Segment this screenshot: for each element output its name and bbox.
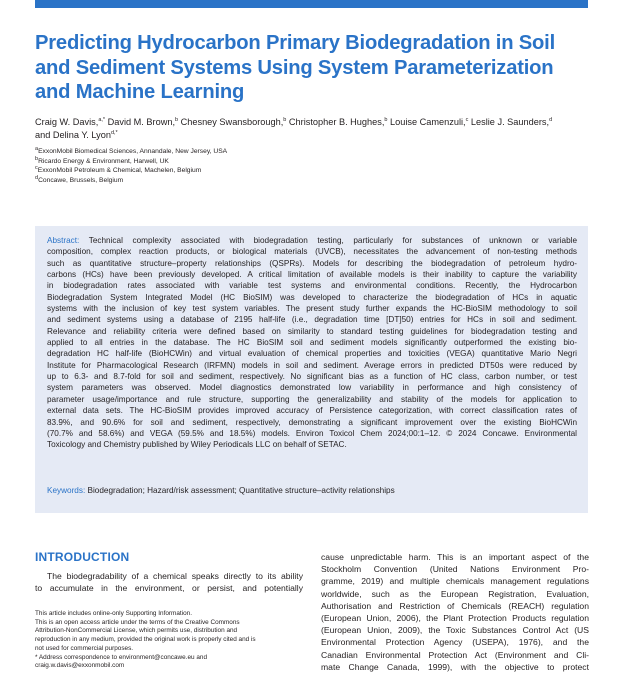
abstract-line: such as quantitative structure–property relationships (QSPRs). Models for describing the biodegradation of petroleum hydro- — [47, 258, 577, 268]
abstract-line: applied to all entries in the database. The HC BioSIM soil and sediment models significantly outperformed the existing bio- — [47, 338, 577, 348]
abstract-line: external data sets. The HC-BioSIM provides improved accuracy of Persistence categorization, with correct classification rates of — [47, 406, 577, 416]
body-line: Environmental Protection Agency (USEPA), 1976), and the — [321, 637, 589, 648]
keywords-list: Biodegradation; Hazard/risk assessment; Quantitative structure–activity relationships — [87, 486, 395, 495]
abstract-text — [47, 235, 577, 451]
body-line: to accumulate in the environment, or persist, and potentially — [35, 583, 303, 594]
footnote-line: * Address correspondence to environment@concawe.eu and — [35, 653, 208, 661]
journal-header-bar — [35, 0, 588, 8]
footnote-line: craig.w.davis@exxonmobil.com — [35, 662, 125, 670]
body-line: Authorisation and Restriction of Chemicals (REACH) regulation — [321, 600, 589, 611]
intro-right-column — [321, 551, 589, 673]
abstract-line: and sediment systems using a database of 2195 half-life (i.e., degradation time [DT]50) entries for HCs in soil and sediment. — [47, 315, 577, 325]
intro-left-column — [35, 570, 303, 594]
abstract-line: up to 6.3- and 8.7-fold for soil and sediment, respectively. No significant bias as a function of HC class, carbon number, or test — [47, 372, 577, 382]
body-line: gramme, 2019) and multiple chemicals management regulations — [321, 576, 589, 587]
affiliation: $^a$ExxonMobil Biomedical Sciences, Annandale, New Jersey, USA — [35, 145, 228, 155]
abstract-line: system parameters was observed. Model diagnostics demonstrated low variability in performance and high consistency of — [47, 383, 577, 393]
footnote-line: Attribution-NonCommercial License, which permits use, distribution and — [35, 627, 238, 635]
abstract-line: in biodegradation rates associated with variable test systems and environmental conditions. Recently, the Hydrocarbon — [47, 281, 577, 291]
keywords — [47, 486, 395, 495]
body-line: Canadian Environmental Protection Act (Environment and Cli- — [321, 649, 589, 660]
abstract-line: composition, complex reaction products, or biological materials (UVCB), necessitates the advancement of non-testing methods — [47, 247, 577, 257]
section-heading: INTRODUCTION — [35, 550, 130, 564]
author-line: and Delina Y. Lyon$^{d,*}$ — [35, 129, 118, 140]
body-line: The biodegradability of a chemical speaks directly to its ability — [47, 571, 303, 581]
footnote-line: not used for commercial purposes. — [35, 644, 134, 652]
affiliations — [35, 147, 227, 186]
body-line: cause unpredictable harm. This is an important aspect of the — [321, 552, 589, 562]
author-list — [35, 116, 595, 142]
title-line: and Sediment Systems Using System Parameterization — [35, 56, 554, 79]
article-title — [35, 31, 595, 105]
abstract-line: (70.7% and 58.6%) and VEGA (59.5% and 18.5%) models. Environ Toxicol Chem 2024;00:1–12. © 2024 Concawe. Environmental — [47, 428, 577, 438]
abstract-label: Abstract: — [47, 236, 80, 245]
abstract-line: Institute for Pharmacological Research (IRFMN) models in soil and sediment. Average errors in predicted DT50s were reduced by — [47, 360, 577, 370]
footnote-line: This is an open access article under the terms of the Creative Commons — [35, 618, 240, 626]
body-line: worldwide, such as the European Registration, Evaluation, — [321, 588, 589, 599]
body-line: mate Change Canada, 1999), with the objective to protect — [321, 661, 589, 672]
abstract-line: Toxicology and Chemistry published by Wiley Periodicals LLC on behalf of SETAC. — [47, 440, 347, 450]
keywords-label: Keywords: — [47, 486, 86, 495]
body-line: Stockholm Convention (United Nations Environment Pro- — [321, 564, 589, 575]
affiliation: $^c$ExxonMobil Petroleum & Chemical, Machelen, Belgium — [35, 165, 202, 175]
abstract-line: Relevance and reliability criteria were defined based on similarity to standard testing guidelines for biodegradation testing and — [47, 326, 577, 336]
abstract-line: 83.9%, and 90.6% for soil and sediment, respectively, demonstrating a significant improvement over the existing BioHCWin — [47, 417, 577, 427]
title-line: and Machine Learning — [35, 81, 245, 103]
footnotes — [35, 610, 303, 671]
abstract-line: degradation HC half-life (BioHCWin) and virtual evaluation of chemical properties and toxicities (VEGA) quantitative Mario Negri — [47, 349, 577, 359]
footnote-line: This article includes online-only Supporting Information. — [35, 610, 193, 617]
abstract-box — [35, 226, 588, 513]
abstract-line: parameter usage/importance and rule structure, supporting the generalizability and stability of the models for application to — [47, 394, 577, 404]
author-line: Craig W. Davis,$^{a,*}$ David M. Brown,$^b$ Chesney Swansborough,$^b$ Christopher B. Hughes,$^b$ Louise Camenzuli,$^c$ Leslie J. Saunders,$^d$ — [35, 116, 553, 127]
footnote-line: reproduction in any medium, provided the original work is properly cited and is — [35, 636, 256, 644]
affiliation: $^b$Ricardo Energy & Environment, Harwell, UK — [35, 155, 169, 165]
abstract-line: carbons (HCs) have been previously developed. A critical limitation of available models is their inability to capture the variability — [47, 270, 577, 280]
body-line: (European Union, 2006), the Plant Protection Products regulation — [321, 613, 589, 624]
abstract-line: Abstract: Technical complexity associated with biodegradation testing, particularly for substances of unknown or variable — [47, 236, 577, 245]
body-line: (European Union, 2009), the Toxic Substances Control Act (US — [321, 625, 589, 636]
abstract-line: systems with the inclusion of key test system variables. The present study further expands the HC-BioSIM methodology to soil — [47, 304, 577, 314]
title-line: Predicting Hydrocarbon Primary Biodegradation in Soil — [35, 32, 555, 54]
affiliation: $^d$Concawe, Brussels, Belgium — [35, 174, 124, 185]
abstract-line: Biodegradation System Integrated Model (HC BioSIM) was developed to characterize the biodegradation of HCs in aquatic — [47, 292, 577, 302]
